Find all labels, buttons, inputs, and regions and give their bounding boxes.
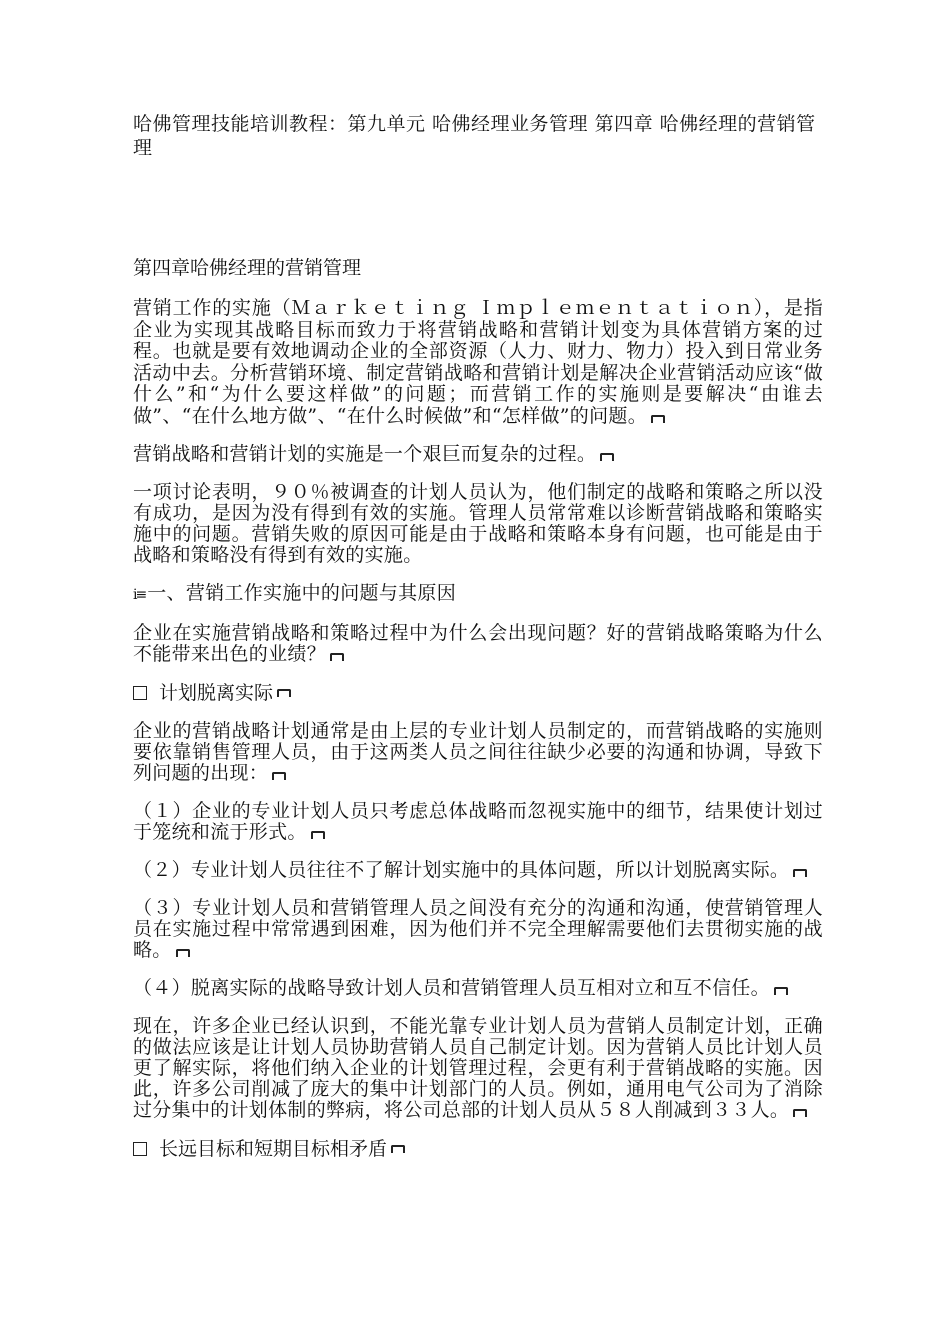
paragraph-mark-icon <box>651 415 665 423</box>
paragraph-mark-icon <box>277 689 291 697</box>
paragraph-point-1: （１）企业的专业计划人员只考虑总体战略而忽视实施中的细节，结果使计划过于笼统和流于形式。 <box>133 800 823 843</box>
paragraph-planning: 企业的营销战略计划通常是由上层的专业计划人员制定的，而营销战略的实施则要依靠销售管理人员，由于这两类人员之间往往缺少必要的沟通和协调，导致下列问题的出现： <box>133 720 823 784</box>
paragraph-example: 现在，许多企业已经认识到，不能光靠专业计划人员为营销人员制定计划，正确的做法应该是让计划人员协助营销人员自己制定计划。因为营销人员比计划人员更了解实际，将他们纳入企业的计划管理过程，会更有利于营销战略的实施。因此，许多公司削减了庞大的集中计划部门的人员。例如，通用电气公司为了消除过分集中的计划体制的弊病，将公司总部的计划人员从５８人削减到３３人。 <box>133 1015 823 1121</box>
paragraph-mark-icon <box>793 1109 807 1117</box>
paragraph-mark-icon <box>176 949 190 957</box>
list-item-goal-conflict <box>133 1138 823 1160</box>
paragraph-mark-icon <box>311 831 325 839</box>
paragraph-mark-icon <box>793 869 807 877</box>
paragraph-mark-icon <box>600 453 614 461</box>
list-item-label: 长远目标和短期目标相矛盾 <box>159 1138 388 1160</box>
section-mark: ⅰ≡ <box>133 587 146 603</box>
chapter-title: 第四章哈佛经理的营销管理 <box>133 257 362 279</box>
paragraph-survey: 一项讨论表明，９０％被调查的计划人员认为，他们制定的战略和策略之所以没有成功，是因为没有得到有效的实施。管理人员常常难以诊断营销战略和策略实施中的问题。营销失败的原因可能是由于战略和策略本身有问题，也可能是由于战略和策略没有得到有效的实施。 <box>133 481 823 566</box>
paragraph-mark-icon <box>391 1145 405 1153</box>
paragraph-point-3: （３）专业计划人员和营销管理人员之间没有充分的沟通和沟通，使营销管理人员在实施过程中常常遇到困难，因为他们并不完全理解需要他们去贯彻实施的战略。 <box>133 897 823 961</box>
document-title: 哈佛管理技能培训教程：第九单元 哈佛经理业务管理 第四章 哈佛经理的营销管理 <box>133 113 816 159</box>
paragraph-point-2: （２）专业计划人员往往不了解计划实施中的具体问题，所以计划脱离实际。 <box>133 860 823 881</box>
paragraph-difficulty: 营销战略和营销计划的实施是一个艰巨而复杂的过程。 <box>133 444 823 465</box>
paragraph-question: 企业在实施营销战略和策略过程中为什么会出现问题？好的营销战略策略为什么不能带来出色的业绩？ <box>133 622 823 665</box>
list-item-plan-detached <box>133 682 823 704</box>
paragraph-mark-icon <box>330 653 344 661</box>
paragraph-intro: 营销工作的实施（Ｍａｒｋｅｔｉｎｇ Ｉｍｐｌｅｍｅｎｔａｔｉｏｎ），是指企业为实现其战略目标而致力于将营销战略和营销计划变为具体营销方案的过程。也就是要有效地调动企业的全部资源（人力、财力、物力）投入到日常业务活动中去。分析营销环境、制定营销战略和营销计划是解决企业营销活动应该“做什么”和“为什么要这样做”的问题；而营销工作的实施则是要解决“由谁去做”、“在什么地方做”、“在什么时候做”和“怎样做”的问题。 <box>133 297 823 427</box>
section-heading-1: ⅰ≡ 一、营销工作实施中的问题与其原因 <box>133 582 457 604</box>
list-item-label: 计划脱离实际 <box>159 682 274 704</box>
paragraph-mark-icon <box>272 772 286 780</box>
document-page <box>133 112 823 1177</box>
checkbox-icon <box>133 1142 147 1156</box>
checkbox-icon <box>133 686 147 700</box>
paragraph-mark-icon <box>774 987 788 995</box>
paragraph-point-4: （４）脱离实际的战略导致计划人员和营销管理人员互相对立和互不信任。 <box>133 978 823 999</box>
